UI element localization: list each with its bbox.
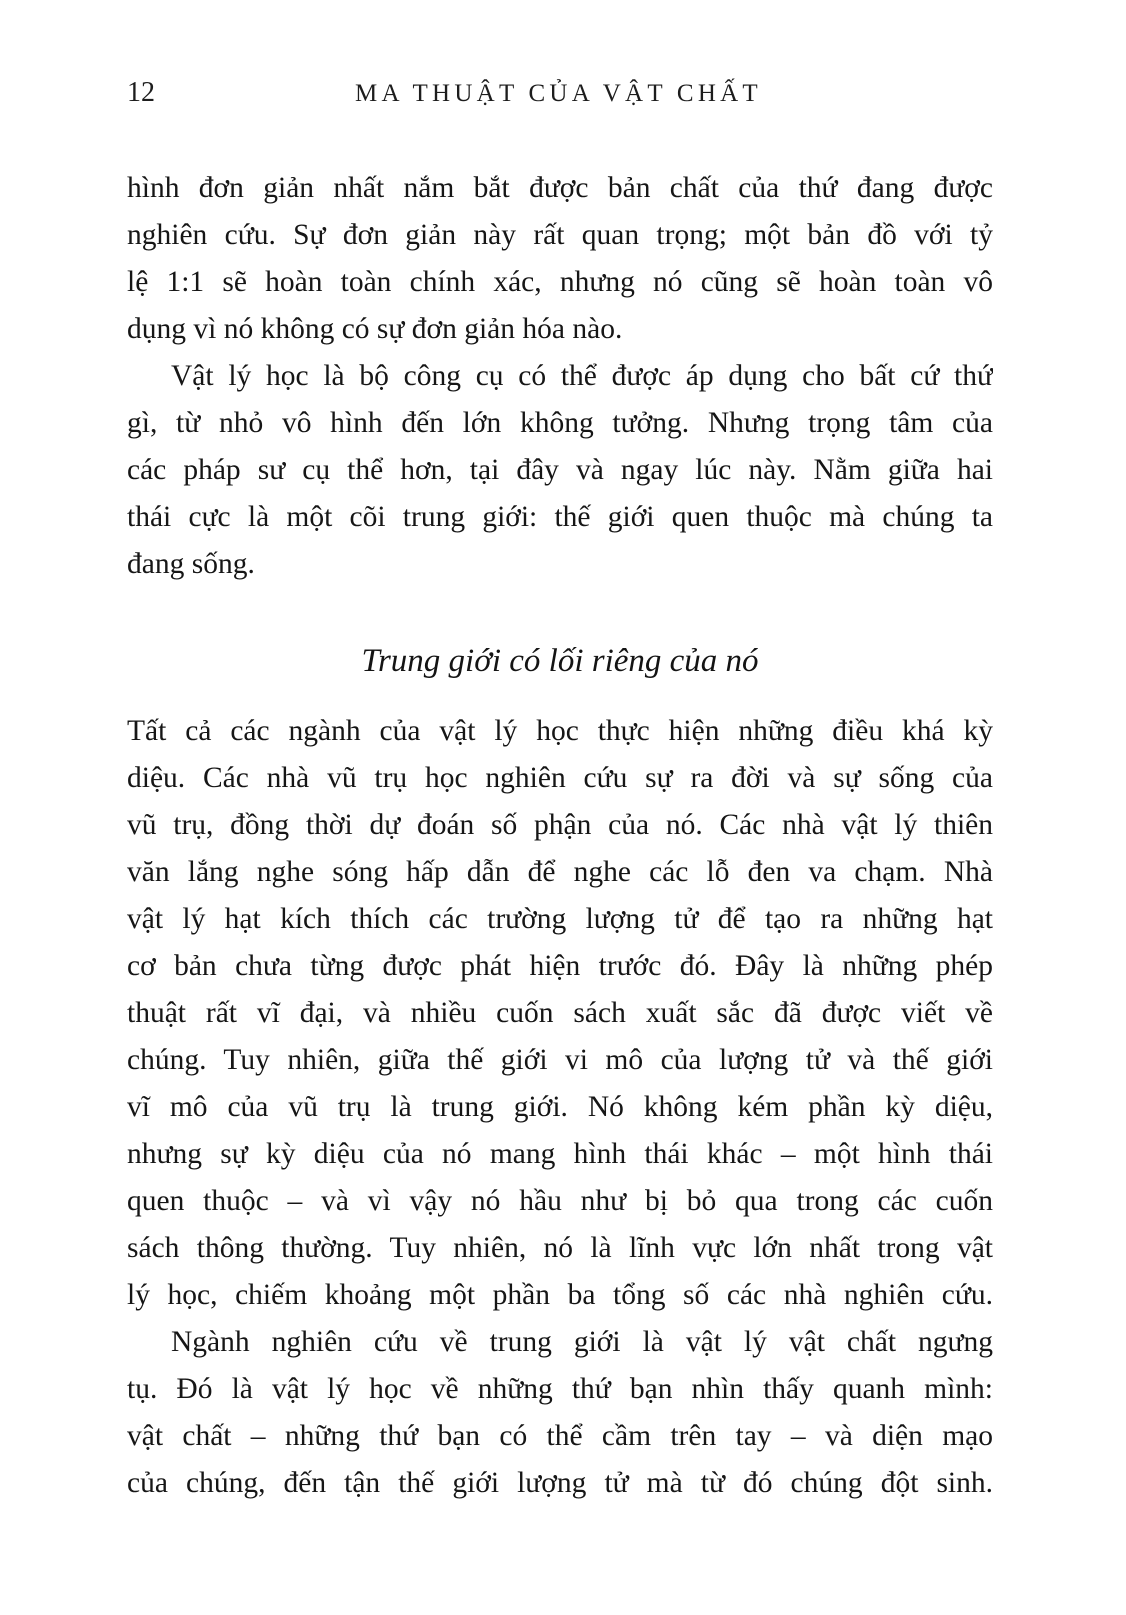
text-line: của chúng, đến tận thế giới lượng tử mà từ đó chúng đột sinh. bbox=[127, 1467, 993, 1499]
text-line: lý học, chiếm khoảng một phần ba tổng số các nhà nghiên cứu. bbox=[127, 1279, 993, 1311]
text-line: thuật rất vĩ đại, và nhiều cuốn sách xuất sắc đã được viết về bbox=[127, 997, 993, 1029]
text-line: vật lý hạt kích thích các trường lượng tử để tạo ra những hạt bbox=[127, 903, 993, 935]
text-line: thái cực là một cõi trung giới: thế giới quen thuộc mà chúng ta bbox=[127, 501, 993, 533]
text-line: cơ bản chưa từng được phát hiện trước đó. Đây là những phép bbox=[127, 950, 993, 982]
section-heading: Trung giới có lối riêng của nó bbox=[361, 643, 759, 679]
paragraph bbox=[127, 1319, 993, 1507]
text-line: nghiên cứu. Sự đơn giản này rất quan trọng; một bản đồ với tỷ bbox=[127, 219, 993, 251]
text-line: quen thuộc – và vì vậy nó hầu như bị bỏ qua trong các cuốn bbox=[127, 1185, 993, 1217]
text-line: lệ 1:1 sẽ hoàn toàn chính xác, nhưng nó cũng sẽ hoàn toàn vô bbox=[127, 266, 993, 298]
page-body bbox=[127, 165, 993, 1507]
text-line: Ngành nghiên cứu về trung giới là vật lý vật chất ngưng bbox=[171, 1326, 993, 1358]
paragraph bbox=[127, 708, 993, 1319]
text-line: vật chất – những thứ bạn có thể cầm trên tay – và diện mạo bbox=[127, 1420, 993, 1452]
text-line: diệu. Các nhà vũ trụ học nghiên cứu sự ra đời và sự sống của bbox=[127, 762, 993, 794]
text-line: sách thông thường. Tuy nhiên, nó là lĩnh vực lớn nhất trong vật bbox=[127, 1232, 993, 1264]
running-header bbox=[127, 76, 990, 110]
paragraph bbox=[127, 353, 993, 588]
page-number: 12 bbox=[127, 77, 155, 108]
text-line: dụng vì nó không có sự đơn giản hóa nào. bbox=[127, 313, 623, 345]
text-line: Vật lý học là bộ công cụ có thể được áp dụng cho bất cứ thứ bbox=[171, 360, 993, 392]
text-line: đang sống. bbox=[127, 548, 255, 580]
text-line: gì, từ nhỏ vô hình đến lớn không tưởng. Nhưng trọng tâm của bbox=[127, 407, 993, 439]
text-line: vũ trụ, đồng thời dự đoán số phận của nó. Các nhà vật lý thiên bbox=[127, 809, 993, 841]
paragraph bbox=[127, 165, 993, 353]
running-title: MA THUẬT CỦA VẬT CHẤT bbox=[355, 80, 762, 107]
text-line: tụ. Đó là vật lý học về những thứ bạn nhìn thấy quanh mình: bbox=[127, 1373, 993, 1405]
text-line: nhưng sự kỳ diệu của nó mang hình thái khác – một hình thái bbox=[127, 1138, 993, 1170]
text-line: Tất cả các ngành của vật lý học thực hiện những điều khá kỳ bbox=[127, 715, 993, 747]
text-line: chúng. Tuy nhiên, giữa thế giới vi mô của lượng tử và thế giới bbox=[127, 1044, 993, 1076]
text-line: hình đơn giản nhất nắm bắt được bản chất của thứ đang được bbox=[127, 172, 993, 204]
text-line: các pháp sư cụ thể hơn, tại đây và ngay lúc này. Nằm giữa hai bbox=[127, 454, 993, 486]
text-line: văn lắng nghe sóng hấp dẫn để nghe các lỗ đen va chạm. Nhà bbox=[127, 856, 993, 888]
text-line: vĩ mô của vũ trụ là trung giới. Nó không kém phần kỳ diệu, bbox=[127, 1091, 993, 1123]
